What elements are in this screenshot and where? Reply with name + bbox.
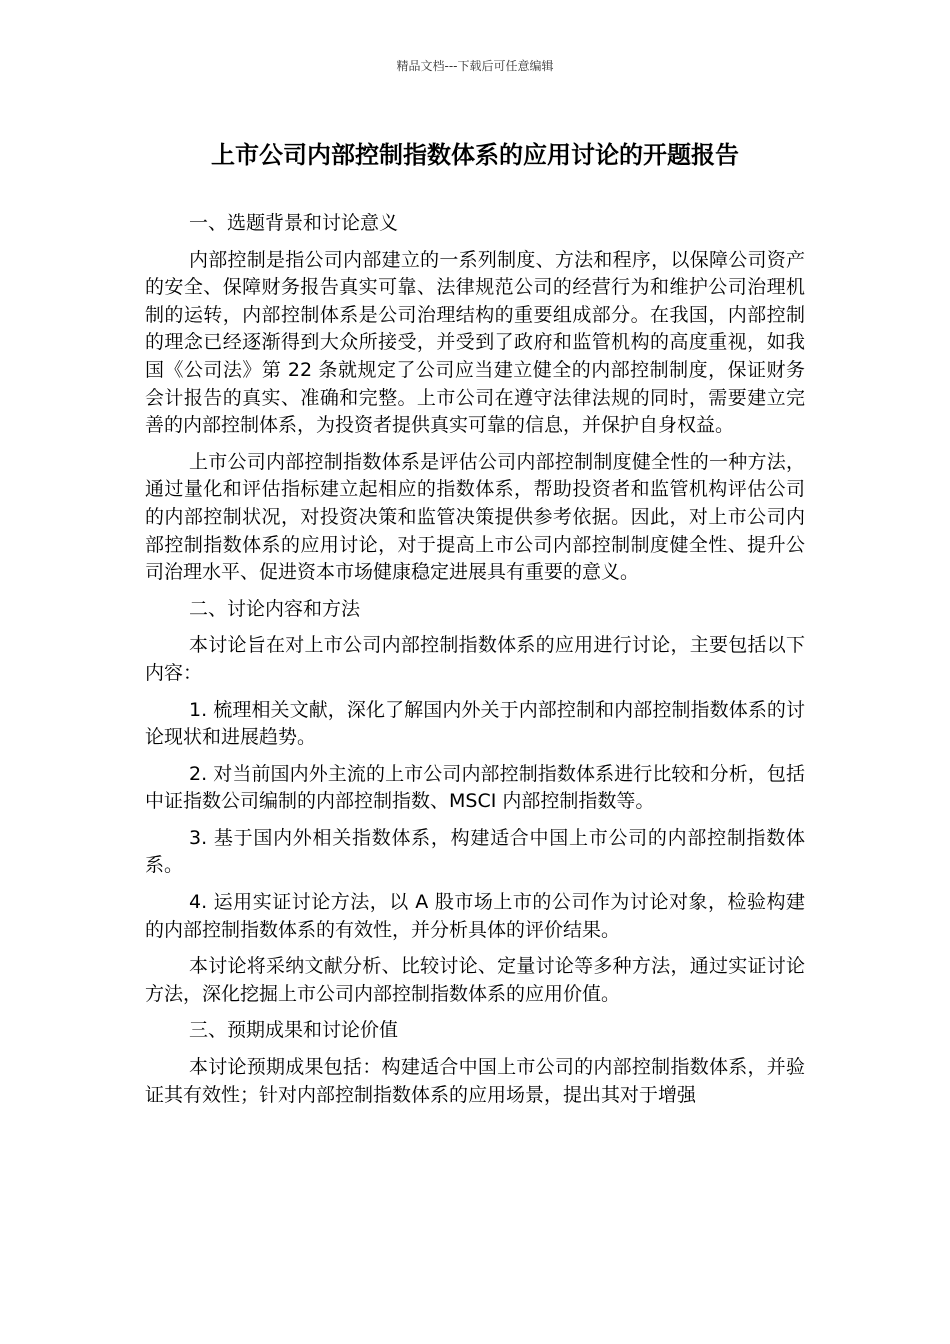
list-item-4: 4. 运用实证讨论方法，以 A 股市场上市的公司作为讨论对象，检验构建的内部控制指数体系的有效性，并分析具体的评价结果。 xyxy=(145,891,805,941)
section-heading-3: 三、预期成果和讨论价值 xyxy=(189,1019,399,1042)
paragraph-content-intro: 本讨论旨在对上市公司内部控制指数体系的应用进行讨论，主要包括以下内容： xyxy=(145,634,805,684)
list-item-2: 2. 对当前国内外主流的上市公司内部控制指数体系进行比较和分析，包括中证指数公司编制的内部控制指数、MSCI 内部控制指数等。 xyxy=(145,762,805,813)
list-item-1: 1. 梳理相关文献，深化了解国内外关于内部控制和内部控制指数体系的讨论现状和进展趋势。 xyxy=(145,698,805,749)
header-note: 精品文档---下载后可任意编辑 xyxy=(396,59,554,73)
section-heading-1: 一、选题背景和讨论意义 xyxy=(189,212,399,234)
paragraph-outcomes: 本讨论预期成果包括：构建适合中国上市公司的内部控制指数体系，并验证其有效性；针对内部控制指数体系的应用场景，提出其对于增强 xyxy=(145,1056,805,1106)
paragraph-methods: 本讨论将采纳文献分析、比较讨论、定量讨论等多种方法，通过实证讨论方法，深化挖掘上市公司内部控制指数体系的应用价值。 xyxy=(145,955,805,1005)
paragraph-background-2: 上市公司内部控制指数体系是评估公司内部控制制度健全性的一种方法，通过量化和评估指标建立起相应的指数体系，帮助投资者和监管机构评估公司的内部控制状况，对投资决策和监管决策提供参考依据。因此，对上市公司内部控制指数体系的应用讨论，对于提高上市公司内部控制制度健全性、提升公司治理水平、促进资本市场健康稳定进展具有重要的意义。 xyxy=(145,450,805,584)
section-heading-2: 二、讨论内容和方法 xyxy=(189,597,361,620)
list-item-3: 3. 基于国内外相关指数体系，构建适合中国上市公司的内部控制指数体系。 xyxy=(145,826,805,877)
document-body xyxy=(145,210,805,1118)
paragraph-background-1: 内部控制是指公司内部建立的一系列制度、方法和程序，以保障公司资产的安全、保障财务报告真实可靠、法律规范公司的经营行为和维护公司治理机制的运转，内部控制体系是公司治理结构的重要组成部分。在我国，内部控制的理念已经逐渐得到大众所接受，并受到了政府和监管机构的高度重视，如我国《公司法》第 22 条就规定了公司应当建立健全的内部控制制度，保证财务会计报告的真实、准确和完整。上市公司在遵守法律法规的同时，需要建立完善的内部控制体系，为投资者提供真实可靠的信息，并保护自身权益。 xyxy=(145,248,805,437)
document-title: 上市公司内部控制指数体系的应用讨论的开题报告 xyxy=(211,141,739,169)
